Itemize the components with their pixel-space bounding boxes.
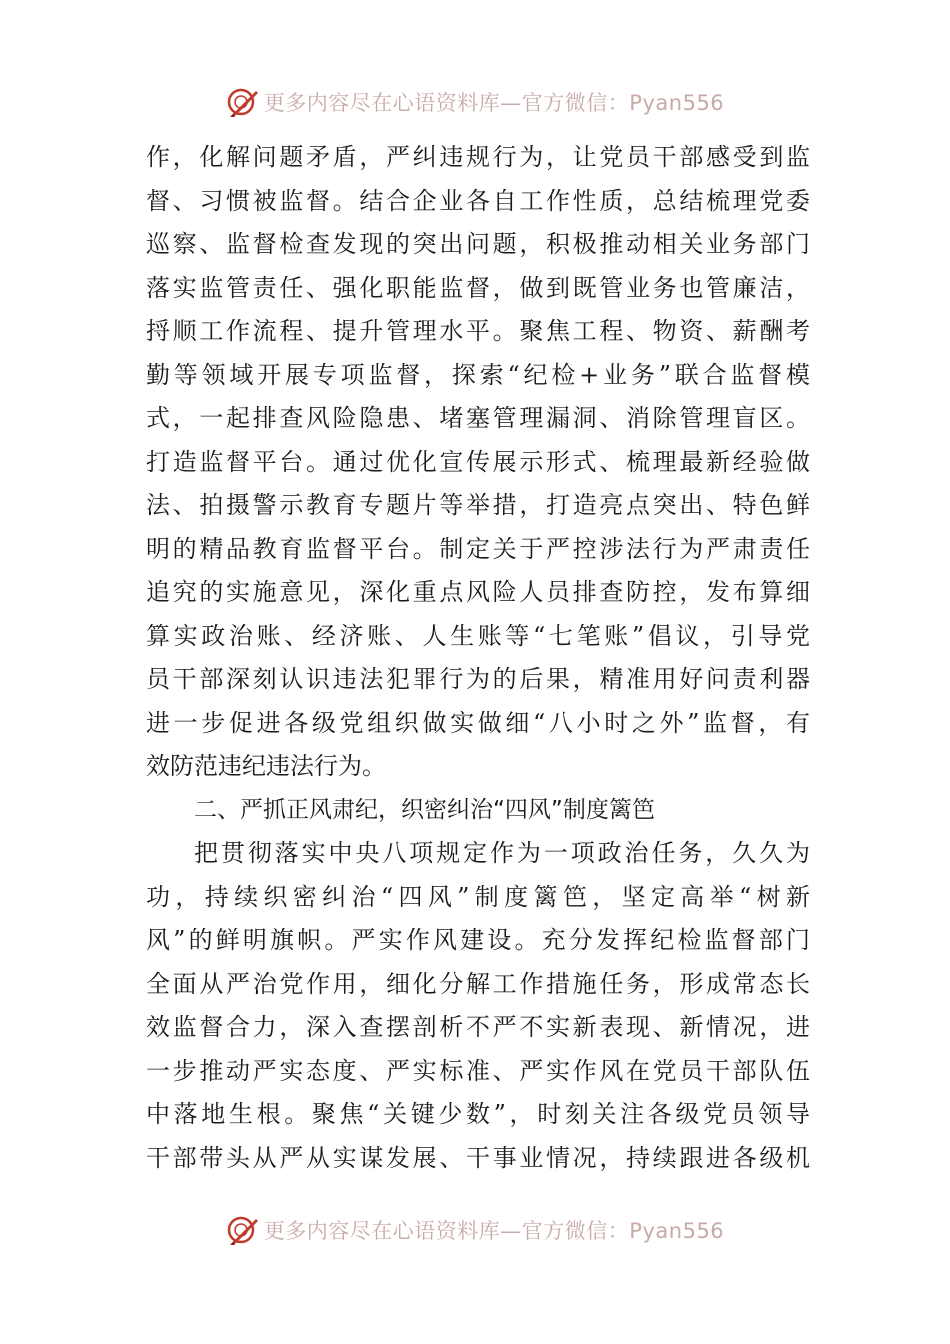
footer-watermark [0, 1210, 950, 1250]
text-line: 中落地生根。聚焦“关键少数”，时刻关注各级党员领导 [146, 1100, 810, 1128]
text-line: 落实监管责任、强化职能监督，做到既管业务也管廉洁， [146, 273, 810, 302]
header-watermark-text: 更多内容尽在心语资料库—官方微信：Pyan556 [263, 91, 725, 115]
text-line: 式，一起排查风险隐患、堵塞管理漏洞、消除管理盲区。 [146, 404, 810, 432]
text-line: 一步推动严实态度、严实标准、严实作风在党员干部队伍 [146, 1056, 810, 1085]
footer-watermark-text: 更多内容尽在心语资料库—官方微信：Pyan556 [263, 1219, 725, 1243]
text-line: 效防范违纪违法行为。 [146, 752, 386, 780]
section-heading: 二、严抓正风肃纪，织密纠治“四风”制度篱笆 [194, 796, 655, 823]
document-body [146, 136, 810, 1180]
text-line: 巡察、监督检查发现的突出问题，积极推动相关业务部门 [146, 230, 810, 258]
text-line: 功，持续织密纠治“四风”制度篱笆，坚定高举“树新 [146, 882, 810, 911]
text-line: 追究的实施意见，深化重点风险人员排查防控，发布算细 [146, 578, 810, 606]
text-line: 算实政治账、经济账、人生账等“七笔账”倡议，引导党 [146, 621, 810, 650]
text-line: 干部带头从严从实谋发展、干事业情况，持续跟进各级机 [146, 1143, 810, 1172]
text-line: 作，化解问题矛盾，严纠违规行为，让党员干部感受到监 [146, 143, 810, 171]
text-line: 捋顺工作流程、提升管理水平。聚焦工程、物资、薪酬考 [146, 317, 810, 345]
text-line: 督、习惯被监督。结合企业各自工作性质，总结梳理党委 [146, 186, 810, 215]
text-line: 打造监督平台。通过优化宣传展示形式、梳理最新经验做 [146, 447, 810, 476]
text-line: 进一步促进各级党组织做实做细“八小时之外”监督，有 [146, 708, 810, 737]
paragraph-first-line: 把贯彻落实中央八项规定作为一项政治任务，久久为 [194, 839, 810, 867]
text-line: 风”的鲜明旗帜。严实作风建设。充分发挥纪检监督部门 [146, 926, 810, 954]
pen-logo-icon [226, 1213, 260, 1247]
pen-logo-icon [226, 85, 260, 119]
header-watermark [0, 82, 950, 122]
text-line: 明的精品教育监督平台。制定关于严控涉法行为严肃责任 [146, 534, 810, 563]
text-line: 全面从严治党作用，细化分解工作措施任务，形成常态长 [146, 969, 810, 998]
text-line: 效监督合力，深入查摆剖析不严不实新表现、新情况，进 [146, 1013, 810, 1041]
text-line: 勤等领域开展专项监督，探索“纪检+业务”联合监督模 [146, 360, 810, 389]
text-line: 法、拍摄警示教育专题片等举措，打造亮点突出、特色鲜 [146, 491, 810, 519]
text-line: 员干部深刻认识违法犯罪行为的后果，精准用好问责利器 [146, 665, 810, 693]
